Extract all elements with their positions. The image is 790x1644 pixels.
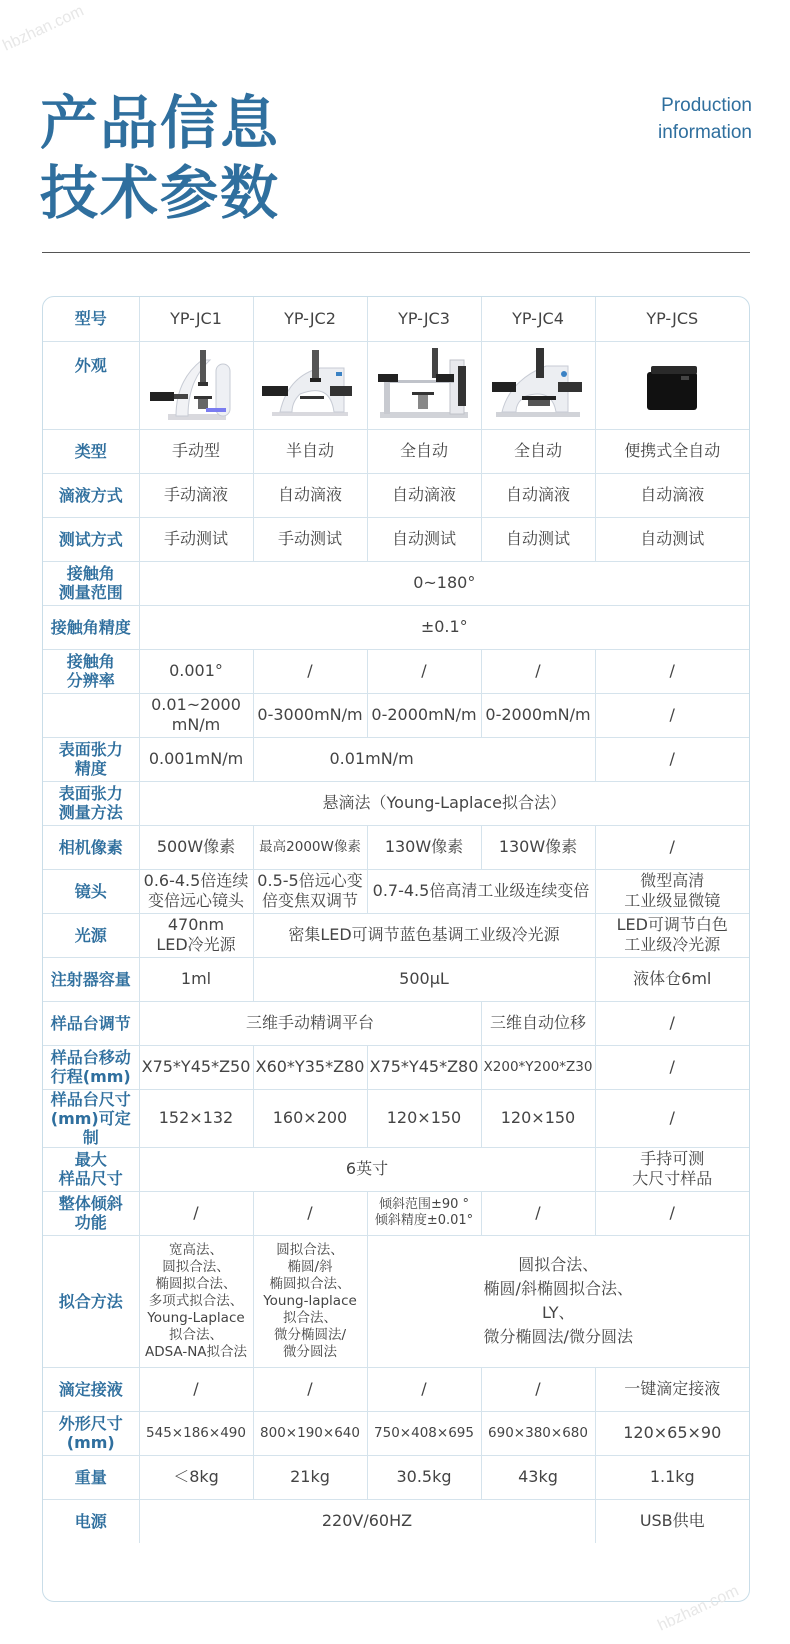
row-dimensions — [43, 1411, 749, 1455]
dims-5: 120×65×90 — [595, 1411, 749, 1455]
row-test — [43, 517, 749, 561]
row-st-accuracy — [43, 737, 749, 781]
test-2: 手动测试 — [253, 517, 367, 561]
type-1: 手动型 — [139, 429, 253, 473]
lens-34: 0.7-4.5倍高清工业级连续变倍 — [367, 869, 595, 913]
ca-resolution-5: / — [595, 649, 749, 693]
label-max-sample: 最大 样品尺寸 — [43, 1147, 139, 1191]
max-sample-1234: 6英寸 — [139, 1147, 595, 1191]
st-accuracy-1: 0.001mN/m — [139, 737, 253, 781]
dims-1: 545×186×490 — [139, 1411, 253, 1455]
ca-resolution-4: / — [481, 649, 595, 693]
st-range-1: 0.01~2000 mN/m — [139, 693, 253, 737]
titration-4: / — [481, 1367, 595, 1411]
contact-angle-meter-semi-auto-image — [260, 346, 360, 424]
test-4: 自动测试 — [481, 517, 595, 561]
contact-angle-meter-auto-image — [374, 346, 474, 424]
label-tilt: 整体倾斜 功能 — [43, 1191, 139, 1235]
weight-1: ＜8kg — [139, 1455, 253, 1499]
titration-3: / — [367, 1367, 481, 1411]
ca-resolution-2: / — [253, 649, 367, 693]
label-stage-adjust: 样品台调节 — [43, 1001, 139, 1045]
subtitle-line-2: information — [658, 122, 752, 143]
light-234: 密集LED可调节蓝色基调工业级冷光源 — [253, 913, 595, 957]
row-ca-accuracy — [43, 605, 749, 649]
row-weight — [43, 1455, 749, 1499]
label-syringe: 注射器容量 — [43, 957, 139, 1001]
titration-5: 一键滴定接液 — [595, 1367, 749, 1411]
stage-adjust-123: 三维手动精调平台 — [139, 1001, 481, 1045]
row-tilt — [43, 1191, 749, 1235]
stage-size-2: 160×200 — [253, 1089, 367, 1147]
syringe-5: 液体仓6ml — [595, 957, 749, 1001]
label-ca-resolution: 接触角 分辨率 — [43, 649, 139, 693]
contact-angle-meter-manual-image — [146, 346, 246, 424]
label-weight: 重量 — [43, 1455, 139, 1499]
syringe-1: 1ml — [139, 957, 253, 1001]
header-divider — [42, 252, 750, 253]
model-2: YP-JC2 — [253, 297, 367, 341]
label-stage-size: 样品台尺寸 (mm)可定制 — [43, 1089, 139, 1147]
type-3: 全自动 — [367, 429, 481, 473]
stage-size-1: 152×132 — [139, 1089, 253, 1147]
stage-adjust-5: / — [595, 1001, 749, 1045]
label-st-range-empty — [43, 693, 139, 737]
label-dimensions: 外形尺寸 (mm) — [43, 1411, 139, 1455]
lens-1: 0.6-4.5倍连续 变倍远心镜头 — [139, 869, 253, 913]
dims-4: 690×380×680 — [481, 1411, 595, 1455]
dropping-4: 自动滴液 — [481, 473, 595, 517]
camera-2: 最高2000W像素 — [253, 825, 367, 869]
stage-size-4: 120×150 — [481, 1089, 595, 1147]
label-type: 类型 — [43, 429, 139, 473]
row-ca-resolution — [43, 649, 749, 693]
stage-adjust-4: 三维自动位移 — [481, 1001, 595, 1045]
dropping-2: 自动滴液 — [253, 473, 367, 517]
stage-size-3: 120×150 — [367, 1089, 481, 1147]
weight-2: 21kg — [253, 1455, 367, 1499]
model-1: YP-JC1 — [139, 297, 253, 341]
camera-4: 130W像素 — [481, 825, 595, 869]
watermark-bottom: hbzhan.com — [655, 1582, 742, 1635]
type-2: 半自动 — [253, 429, 367, 473]
stage-travel-5: / — [595, 1045, 749, 1089]
row-camera — [43, 825, 749, 869]
test-5: 自动测试 — [595, 517, 749, 561]
max-sample-5: 手持可测 大尺寸样品 — [595, 1147, 749, 1191]
row-stage-size — [43, 1089, 749, 1147]
row-titration — [43, 1367, 749, 1411]
row-model — [43, 297, 749, 341]
row-stage-travel — [43, 1045, 749, 1089]
spec-table — [43, 297, 749, 1543]
st-range-5: / — [595, 693, 749, 737]
stage-travel-2: X60*Y35*Z80 — [253, 1045, 367, 1089]
spec-table-container — [42, 296, 750, 1602]
st-range-2: 0-3000mN/m — [253, 693, 367, 737]
row-lens — [43, 869, 749, 913]
device-image-3 — [367, 341, 481, 429]
device-image-5 — [595, 341, 749, 429]
row-type — [43, 429, 749, 473]
st-accuracy-234: 0.01mN/m — [253, 737, 595, 781]
label-titration: 滴定接液 — [43, 1367, 139, 1411]
titration-2: / — [253, 1367, 367, 1411]
title-line-2: 技术参数 — [40, 159, 281, 227]
dims-3: 750×408×695 — [367, 1411, 481, 1455]
contact-angle-meter-auto-xy-image — [488, 346, 588, 424]
camera-3: 130W像素 — [367, 825, 481, 869]
row-fit — [43, 1235, 749, 1367]
title-line-1: 产品信息 — [40, 89, 281, 157]
tilt-3: 倾斜范围±90 ° 倾斜精度±0.01° — [367, 1191, 481, 1235]
label-dropping: 滴液方式 — [43, 473, 139, 517]
power-1234: 220V/60HZ — [139, 1499, 595, 1543]
tilt-1: / — [139, 1191, 253, 1235]
stage-size-5: / — [595, 1089, 749, 1147]
label-st-method: 表面张力 测量方法 — [43, 781, 139, 825]
st-method-value: 悬滴法（Young-Laplace拟合法） — [139, 781, 749, 825]
row-light — [43, 913, 749, 957]
label-st-accuracy: 表面张力 精度 — [43, 737, 139, 781]
syringe-234: 500μL — [253, 957, 595, 1001]
device-image-2 — [253, 341, 367, 429]
row-stage-adjust — [43, 1001, 749, 1045]
weight-5: 1.1kg — [595, 1455, 749, 1499]
watermark-top: hbzhan.com — [0, 2, 87, 55]
model-3: YP-JC3 — [367, 297, 481, 341]
test-3: 自动测试 — [367, 517, 481, 561]
label-ca-range: 接触角 测量范围 — [43, 561, 139, 605]
row-st-range — [43, 693, 749, 737]
label-power: 电源 — [43, 1499, 139, 1543]
label-appearance: 外观 — [43, 341, 139, 429]
weight-3: 30.5kg — [367, 1455, 481, 1499]
fit-2: 圆拟合法、 椭圆/斜 椭圆拟合法、 Young-laplace 拟合法、 微分椭圆法/ 微分圆法 — [253, 1235, 367, 1367]
label-test: 测试方式 — [43, 517, 139, 561]
label-stage-travel: 样品台移动 行程(mm) — [43, 1045, 139, 1089]
portable-contact-angle-meter-image — [637, 350, 707, 420]
st-range-3: 0-2000mN/m — [367, 693, 481, 737]
camera-5: / — [595, 825, 749, 869]
power-5: USB供电 — [595, 1499, 749, 1543]
weight-4: 43kg — [481, 1455, 595, 1499]
label-lens: 镜头 — [43, 869, 139, 913]
ca-range-value: 0~180° — [139, 561, 749, 605]
light-1: 470nm LED冷光源 — [139, 913, 253, 957]
device-image-4 — [481, 341, 595, 429]
dropping-5: 自动滴液 — [595, 473, 749, 517]
type-5: 便携式全自动 — [595, 429, 749, 473]
row-appearance — [43, 341, 749, 429]
row-syringe — [43, 957, 749, 1001]
label-model: 型号 — [43, 297, 139, 341]
camera-1: 500W像素 — [139, 825, 253, 869]
type-4: 全自动 — [481, 429, 595, 473]
dropping-1: 手动滴液 — [139, 473, 253, 517]
ca-resolution-3: / — [367, 649, 481, 693]
test-1: 手动测试 — [139, 517, 253, 561]
stage-travel-3: X75*Y45*Z80 — [367, 1045, 481, 1089]
label-camera: 相机像素 — [43, 825, 139, 869]
label-ca-accuracy: 接触角精度 — [43, 605, 139, 649]
ca-resolution-1: 0.001° — [139, 649, 253, 693]
dropping-3: 自动滴液 — [367, 473, 481, 517]
lens-2: 0.5-5倍远心变 倍变焦双调节 — [253, 869, 367, 913]
titration-1: / — [139, 1367, 253, 1411]
row-dropping — [43, 473, 749, 517]
tilt-2: / — [253, 1191, 367, 1235]
model-4: YP-JC4 — [481, 297, 595, 341]
lens-5: 微型高清 工业级显微镜 — [595, 869, 749, 913]
row-max-sample — [43, 1147, 749, 1191]
stage-travel-4: X200*Y200*Z30 — [481, 1045, 595, 1089]
stage-travel-1: X75*Y45*Z50 — [139, 1045, 253, 1089]
device-image-1 — [139, 341, 253, 429]
row-ca-range — [43, 561, 749, 605]
st-range-4: 0-2000mN/m — [481, 693, 595, 737]
row-st-method — [43, 781, 749, 825]
page-title — [40, 88, 280, 228]
fit-345: 圆拟合法、 椭圆/斜椭圆拟合法、 LY、 微分椭圆法/微分圆法 — [367, 1235, 749, 1367]
row-power — [43, 1499, 749, 1543]
ca-accuracy-value: ±0.1° — [139, 605, 749, 649]
model-5: YP-JCS — [595, 297, 749, 341]
tilt-4: / — [481, 1191, 595, 1235]
subtitle-line-1: Production — [661, 95, 752, 116]
st-accuracy-5: / — [595, 737, 749, 781]
light-5: LED可调节白色 工业级冷光源 — [595, 913, 749, 957]
label-fit: 拟合方法 — [43, 1235, 139, 1367]
label-light: 光源 — [43, 913, 139, 957]
page-subtitle — [658, 92, 752, 146]
fit-1: 宽高法、 圆拟合法、 椭圆拟合法、 多项式拟合法、 Young-Laplace 拟合法、 ADSA-NA拟合法 — [139, 1235, 253, 1367]
dims-2: 800×190×640 — [253, 1411, 367, 1455]
tilt-5: / — [595, 1191, 749, 1235]
